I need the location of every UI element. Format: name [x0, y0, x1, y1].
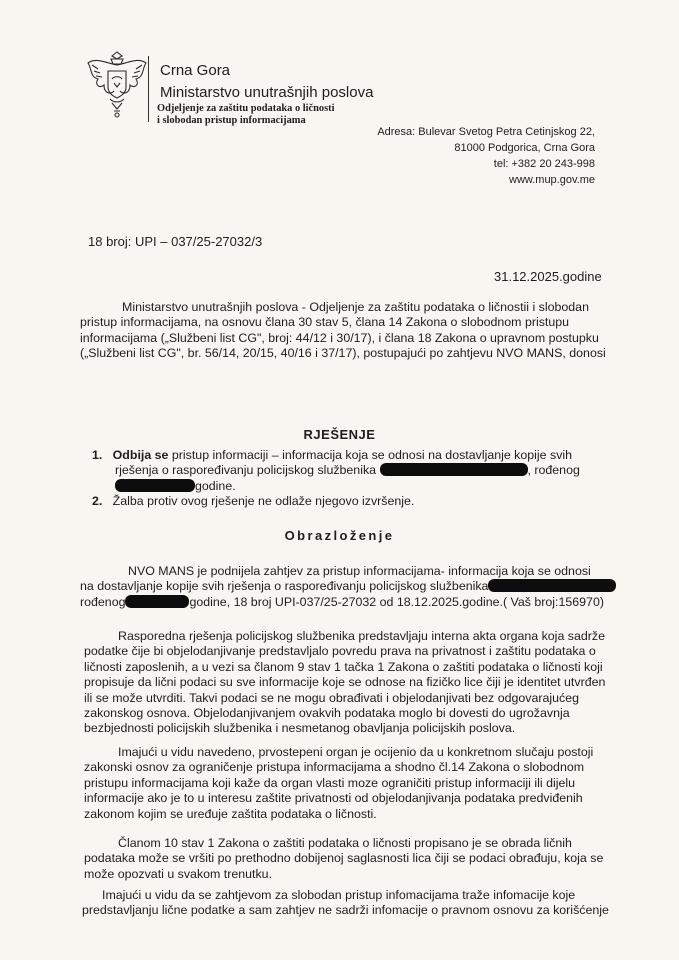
document-date: 31.12.2025.godine	[494, 269, 602, 284]
reference-number: 18 broj: UPI – 037/25-27032/3	[88, 234, 263, 249]
coat-of-arms-icon	[84, 49, 150, 121]
redacted-birth-year	[115, 479, 195, 492]
redacted-birth-year	[125, 595, 189, 608]
address-street: Adresa: Bulevar Svetog Petra Cetinjskog 22,	[377, 126, 595, 138]
intro-paragraph: Ministarstvo unutrašnjih poslova - Odjeljenje za zaštitu podataka o ličnostii i slobodan pristup informacijama, na osnovu člana 30 stav 5, člana 14 Zakona o slobodnom pristupu informacijama („Službeni list CG", broj: 44/12 i 30/17), i člana 18 Zakona o upravnom postupku („Službeni list CG", br. 56/14, 20/15, 40/16 i 37/17), postupajući po zahtjevu NVO MANS, donosi	[80, 300, 606, 361]
reasoning-paragraph-4: Članom 10 stav 1 Zakona o zaštiti podataka o ličnosti propisano je se obrada ličnih podataka može se vršiti po prethodno dobijenoj saglasnosti lica čiji se podaci obrađuju, koja se može opozvati u svakom trenutku.	[84, 836, 604, 881]
address-block	[377, 124, 595, 188]
decision-title: RJEŠENJE	[303, 427, 376, 442]
header-divider	[148, 56, 149, 122]
redacted-name	[488, 579, 616, 592]
country-name: Crna Gora	[160, 62, 231, 79]
department-name: Odjeljenje za zaštitu podataka o ličnosti i slobodan pristup informacijama	[157, 103, 335, 126]
decision-item-2: 2. Žalba protiv ovog rješenje ne odlaže njegovo izvršenje.	[92, 494, 415, 508]
address-city: 81000 Podgorica, Crna Gora	[454, 142, 595, 154]
decision-item-1: 1. Odbija se pristup informaciji – informacija koja se odnosi na dostavljanje kopije svih rješenja o raspoređivanju policijskog službenika , rođenog godine.	[92, 448, 580, 493]
ministry-name: Ministarstvo unutrašnjih poslova	[160, 84, 374, 101]
website: www.mup.gov.me	[509, 174, 595, 186]
reasoning-paragraph-2: Rasporedna rješenja policijskog službenika predstavljaju interna akta organa koja sadrže podatke čije bi objelodanjivanje predstavljalo povredu prava na privatnost i zaštitu podataka o ličnosti zaposlenih, a u vezi sa članom 9 stav 1 tačka 1 Zakona o zaštiti podataka o ličnosti koji propisuje da lični podaci su sve informacije koje se odnose na fizičko lice čiji je identitet utvrđen ili se može utvrditi. Takvi podaci se ne mogu obrađivati i objelodanjivati bez odgovarajućeg zakonskog osnova. Objelodanjivanjem ovakvih podataka moglo bi dovesti do ugrožavnja bezbjednosti policijskih službenika i nesmetanog obavljanja policijskih poslova.	[84, 629, 606, 736]
phone-number: tel: +382 20 243-998	[493, 158, 595, 170]
reasoning-title: Obrazloženje	[284, 528, 395, 543]
redacted-name	[380, 463, 528, 476]
reasoning-paragraph-1: NVO MANS je podnijela zahtjev za pristup informacijama- informacija koja se odnosi na dostavljanje kopije svih rješenja o raspoređivanju policijskog službenika rođenog godine, 18 broj UPI-037/25-27032 od 18.12.2025.godine.( Vaš broj:156970)	[80, 564, 604, 610]
reasoning-paragraph-5: Imajući u vidu da se zahtjevom za slobodan pristup infomacijama traže infomacije koje predstavljanju lične podatke a sam zahtjev ne sadrži infomacije o pravnom osnovu za korišćenje	[82, 888, 609, 918]
reasoning-paragraph-3: Imajući u vidu navedeno, prvostepeni organ je ocijenio da u konkretnom slučaju postoji zakonski osnov za ograničenje pristupa informacijama a shodno čl.14 Zakona o slobodnom pristupu informacijama koji kaže da organ vlasti moze ograničiti pristup informaciji ili dijelu informacije ako je to u interesu zaštite privatnosti od objelodanjivanja podataka predviđenih zakonom kojim se uređuje zaštita podataka o ličnosti.	[84, 745, 594, 821]
